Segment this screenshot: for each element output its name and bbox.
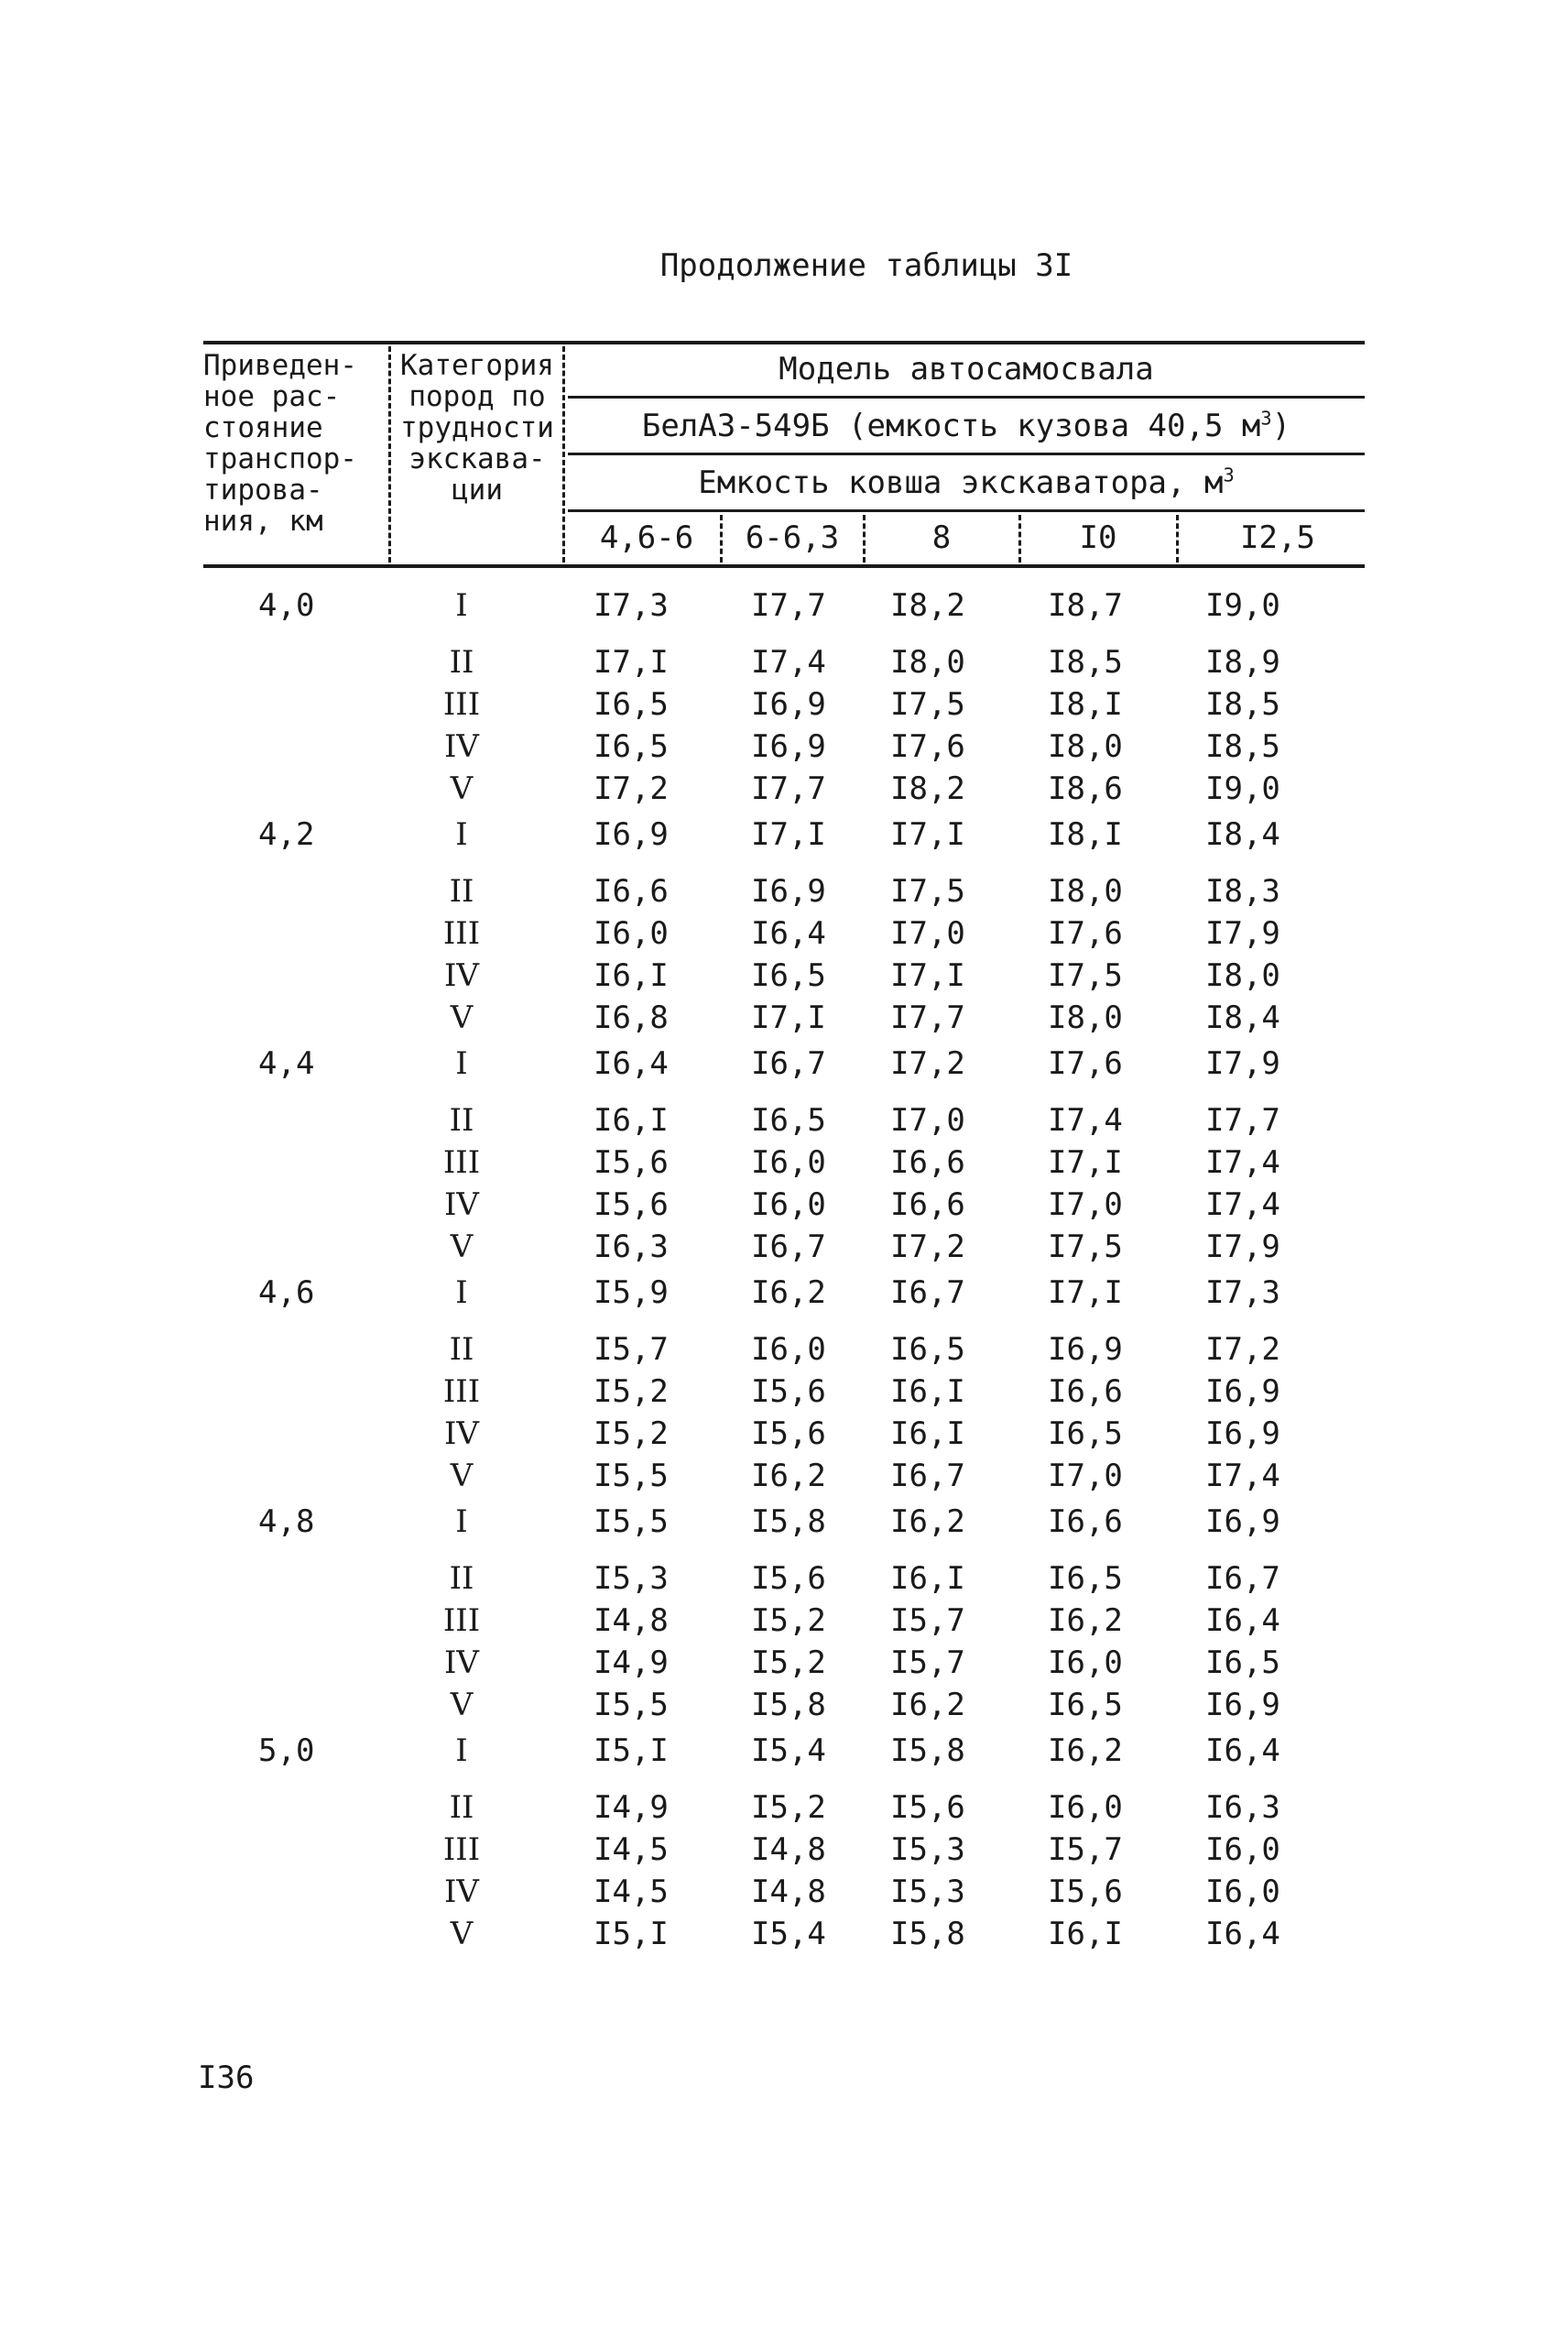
table-cell: I6,0 bbox=[1048, 1644, 1123, 1681]
table-cell: I5,8 bbox=[751, 1687, 826, 1723]
table-cell: I8,I bbox=[1048, 686, 1123, 723]
category-value: I bbox=[455, 1045, 468, 1082]
table-cell: I6,2 bbox=[890, 1687, 965, 1723]
table-cell: I5,7 bbox=[890, 1644, 965, 1681]
table-cell: I8,5 bbox=[1205, 686, 1280, 723]
table-cell: I5,6 bbox=[593, 1186, 669, 1223]
col-sep-3 bbox=[720, 515, 723, 563]
table-cell: I6,9 bbox=[1205, 1687, 1280, 1723]
table-cell: I6,6 bbox=[593, 873, 669, 910]
table-cell: I8,0 bbox=[1048, 1000, 1123, 1036]
table-cell: I8,2 bbox=[890, 770, 965, 807]
table-cell: I8,0 bbox=[1205, 957, 1280, 994]
table-cell: I6,9 bbox=[751, 686, 826, 723]
category-value: IV bbox=[444, 1186, 479, 1223]
table-cell: I7,I bbox=[890, 816, 965, 853]
table-cell: I6,5 bbox=[890, 1331, 965, 1368]
category-value: I bbox=[455, 1503, 468, 1540]
table-cell: I5,8 bbox=[890, 1732, 965, 1769]
truck-rule bbox=[568, 453, 1365, 455]
table-cell: I7,I bbox=[593, 644, 669, 681]
table-cell: I7,4 bbox=[1205, 1186, 1280, 1223]
table-cell: I7,7 bbox=[890, 1000, 965, 1036]
table-cell: I6,I bbox=[890, 1415, 965, 1452]
category-value: V bbox=[450, 1458, 474, 1494]
category-value: IV bbox=[444, 957, 479, 994]
table-cell: I6,9 bbox=[1205, 1415, 1280, 1452]
truck-header-sup: 3 bbox=[1260, 407, 1272, 430]
category-value: III bbox=[442, 686, 481, 723]
table-top-rule bbox=[203, 341, 1365, 344]
category-value: I bbox=[455, 587, 468, 624]
category-value: III bbox=[442, 1373, 481, 1410]
table-cell: I8,0 bbox=[1048, 728, 1123, 765]
table-cell: I8,2 bbox=[890, 587, 965, 624]
category-value: III bbox=[442, 1144, 481, 1181]
table-cell: I7,0 bbox=[890, 915, 965, 952]
category-value: II bbox=[449, 1102, 474, 1139]
table-cell: I7,9 bbox=[1205, 1045, 1280, 1082]
table-cell: I5,3 bbox=[593, 1560, 669, 1597]
table-cell: I8,9 bbox=[1205, 644, 1280, 681]
table-cell: I6,5 bbox=[1048, 1687, 1123, 1723]
table-cell: I6,I bbox=[1048, 1916, 1123, 1952]
table-cell: I7,4 bbox=[751, 644, 826, 681]
table-cell: I6,I bbox=[593, 957, 669, 994]
table-cell: I6,0 bbox=[593, 915, 669, 952]
table-cell: I6,3 bbox=[593, 1229, 669, 1265]
table-cell: I6,5 bbox=[1048, 1415, 1123, 1452]
table-cell: I4,5 bbox=[593, 1874, 669, 1910]
table-cell: I6,9 bbox=[593, 816, 669, 853]
category-value: II bbox=[449, 1331, 474, 1368]
table-cell: I5,6 bbox=[593, 1144, 669, 1181]
table-cell: I7,6 bbox=[890, 728, 965, 765]
table-cell: I6,4 bbox=[1205, 1916, 1280, 1952]
category-value: II bbox=[449, 644, 474, 681]
category-value: III bbox=[442, 1602, 481, 1639]
table-cell: I6,2 bbox=[751, 1458, 826, 1494]
table-cell: I7,2 bbox=[1205, 1331, 1280, 1368]
category-value: II bbox=[449, 873, 474, 910]
model-header: Модель автосамосвала bbox=[779, 351, 1154, 388]
table-cell: I6,5 bbox=[751, 957, 826, 994]
table-cell: I4,8 bbox=[751, 1831, 826, 1868]
category-value: II bbox=[449, 1789, 474, 1826]
table-cell: I5,6 bbox=[751, 1373, 826, 1410]
table-cell: I4,9 bbox=[593, 1644, 669, 1681]
table-cell: I6,5 bbox=[593, 728, 669, 765]
table-cell: I6,9 bbox=[751, 728, 826, 765]
table-cell: I8,6 bbox=[1048, 770, 1123, 807]
col-sep-6 bbox=[1176, 515, 1179, 563]
table-cell: I7,5 bbox=[1048, 957, 1123, 994]
table-cell: I7,4 bbox=[1205, 1144, 1280, 1181]
category-header-line: экскава- bbox=[408, 442, 546, 475]
table-cell: I8,4 bbox=[1205, 1000, 1280, 1036]
table-cell: I5,7 bbox=[1048, 1831, 1123, 1868]
table-cell: I5,2 bbox=[751, 1602, 826, 1639]
bucket-rule bbox=[568, 509, 1365, 512]
table-cell: I5,I bbox=[593, 1732, 669, 1769]
table-cell: I5,3 bbox=[890, 1831, 965, 1868]
table-cell: I7,I bbox=[751, 816, 826, 853]
table-cell: I5,8 bbox=[890, 1916, 965, 1952]
table-cell: I6,0 bbox=[751, 1186, 826, 1223]
table-cell: I6,3 bbox=[1205, 1789, 1280, 1826]
table-cell: I5,4 bbox=[751, 1916, 826, 1952]
table-cell: I6,9 bbox=[1205, 1373, 1280, 1410]
table-cell: I6,5 bbox=[751, 1102, 826, 1139]
table-cell: I6,9 bbox=[751, 873, 826, 910]
bucket-col-header: I0 bbox=[1079, 519, 1117, 556]
table-cell: I6,2 bbox=[1048, 1602, 1123, 1639]
table-cell: I5,3 bbox=[890, 1874, 965, 1910]
bucket-col-header: I2,5 bbox=[1240, 519, 1315, 556]
table-cell: I5,6 bbox=[751, 1560, 826, 1597]
col-sep-2 bbox=[562, 346, 565, 563]
table-cell: I7,I bbox=[1048, 1144, 1123, 1181]
table-cell: I5,6 bbox=[751, 1415, 826, 1452]
table-cell: I8,7 bbox=[1048, 587, 1123, 624]
table-cell: I6,4 bbox=[1205, 1602, 1280, 1639]
distance-value: 4,0 bbox=[258, 587, 315, 624]
table-cell: I6,4 bbox=[1205, 1732, 1280, 1769]
table-cell: I4,5 bbox=[593, 1831, 669, 1868]
distance-value: 4,8 bbox=[258, 1503, 315, 1540]
table-cell: I8,0 bbox=[1048, 873, 1123, 910]
table-cell: I6,5 bbox=[1048, 1560, 1123, 1597]
table-cell: I6,I bbox=[890, 1560, 965, 1597]
category-header-line: пород по bbox=[408, 380, 546, 413]
table-cell: I5,8 bbox=[751, 1503, 826, 1540]
table-cell: I6,2 bbox=[1048, 1732, 1123, 1769]
table-cell: I7,9 bbox=[1205, 915, 1280, 952]
table-cell: I7,2 bbox=[890, 1045, 965, 1082]
table-cell: I6,7 bbox=[890, 1274, 965, 1311]
table-cell: I6,7 bbox=[751, 1045, 826, 1082]
table-cell: I7,0 bbox=[1048, 1186, 1123, 1223]
page-number: I36 bbox=[198, 2059, 255, 2096]
table-cell: I7,5 bbox=[890, 873, 965, 910]
category-header-line: трудности bbox=[400, 411, 554, 444]
table-cell: I5,7 bbox=[593, 1331, 669, 1368]
table-cell: I4,9 bbox=[593, 1789, 669, 1826]
category-value: V bbox=[450, 770, 474, 807]
table-cell: I5,9 bbox=[593, 1274, 669, 1311]
table-cell: I6,5 bbox=[593, 686, 669, 723]
table-cell: I7,I bbox=[890, 957, 965, 994]
table-cell: I7,4 bbox=[1048, 1102, 1123, 1139]
table-cell: I5,I bbox=[593, 1916, 669, 1952]
table-cell: I6,4 bbox=[751, 915, 826, 952]
table-cell: I7,6 bbox=[1048, 915, 1123, 952]
bucket-col-header: 6-6,3 bbox=[745, 519, 840, 556]
table-cell: I7,2 bbox=[890, 1229, 965, 1265]
table-cell: I9,0 bbox=[1205, 770, 1280, 807]
table-cell: I7,7 bbox=[1205, 1102, 1280, 1139]
category-value: III bbox=[442, 915, 481, 952]
table-cell: I5,2 bbox=[593, 1373, 669, 1410]
category-value: V bbox=[450, 1916, 474, 1952]
table-cell: I5,2 bbox=[751, 1789, 826, 1826]
category-value: I bbox=[455, 1732, 468, 1769]
bucket-col-header: 4,6-6 bbox=[599, 519, 694, 556]
table-cell: I7,9 bbox=[1205, 1229, 1280, 1265]
category-value: I bbox=[455, 1274, 468, 1311]
table-cell: I6,0 bbox=[751, 1331, 826, 1368]
table-cell: I5,6 bbox=[890, 1789, 965, 1826]
table-cell: I6,6 bbox=[890, 1144, 965, 1181]
distance-header-line: тирова- bbox=[203, 474, 323, 507]
table-cell: I5,5 bbox=[593, 1687, 669, 1723]
category-value: IV bbox=[444, 1644, 479, 1681]
col-sep-5 bbox=[1018, 515, 1021, 563]
category-value: III bbox=[442, 1831, 481, 1868]
table-cell: I4,8 bbox=[751, 1874, 826, 1910]
category-header-line: ции bbox=[452, 474, 503, 507]
table-cell: I8,4 bbox=[1205, 816, 1280, 853]
table-cell: I7,6 bbox=[1048, 1045, 1123, 1082]
table-cell: I7,2 bbox=[593, 770, 669, 807]
category-value: V bbox=[450, 1229, 474, 1265]
table-cell: I7,3 bbox=[593, 587, 669, 624]
table-cell: I6,9 bbox=[1205, 1503, 1280, 1540]
table-cell: I6,6 bbox=[1048, 1503, 1123, 1540]
table-cell: I9,0 bbox=[1205, 587, 1280, 624]
table-cell: I6,4 bbox=[593, 1045, 669, 1082]
table-cell: I5,7 bbox=[890, 1602, 965, 1639]
table-cell: I8,5 bbox=[1048, 644, 1123, 681]
table-cell: I7,0 bbox=[1048, 1458, 1123, 1494]
table-cell: I7,4 bbox=[1205, 1458, 1280, 1494]
table-cell: I8,0 bbox=[890, 644, 965, 681]
table-cell: I8,3 bbox=[1205, 873, 1280, 910]
category-value: IV bbox=[444, 728, 479, 765]
table-cell: I7,7 bbox=[751, 587, 826, 624]
table-cell: I6,6 bbox=[1048, 1373, 1123, 1410]
table-cell: I7,I bbox=[1048, 1274, 1123, 1311]
bucket-header-text: Емкость ковша экскаватора, м bbox=[698, 464, 1224, 501]
table-cell: I8,5 bbox=[1205, 728, 1280, 765]
table-cell: I5,5 bbox=[593, 1458, 669, 1494]
table-cell: I5,6 bbox=[1048, 1874, 1123, 1910]
table-cell: I7,5 bbox=[890, 686, 965, 723]
category-value: II bbox=[449, 1560, 474, 1597]
category-value: IV bbox=[444, 1415, 479, 1452]
table-cell: I7,7 bbox=[751, 770, 826, 807]
table-cell: I6,0 bbox=[1205, 1874, 1280, 1910]
distance-header-line: Приведен- bbox=[203, 349, 357, 382]
table-cell: I6,9 bbox=[1048, 1331, 1123, 1368]
table-caption: Продолжение таблицы 3I bbox=[659, 247, 1073, 284]
header-bottom-rule bbox=[203, 564, 1365, 568]
col-sep-4 bbox=[863, 515, 866, 563]
table-cell: I6,0 bbox=[751, 1144, 826, 1181]
category-value: IV bbox=[444, 1874, 479, 1910]
distance-header-line: стояние bbox=[203, 411, 323, 444]
table-cell: I6,2 bbox=[890, 1503, 965, 1540]
table-cell: I7,5 bbox=[1048, 1229, 1123, 1265]
distance-header-line: ния, км bbox=[203, 505, 323, 538]
table-cell: I8,I bbox=[1048, 816, 1123, 853]
table-cell: I6,0 bbox=[1205, 1831, 1280, 1868]
category-value: V bbox=[450, 1687, 474, 1723]
table-cell: I7,0 bbox=[890, 1102, 965, 1139]
table-cell: I6,I bbox=[890, 1373, 965, 1410]
distance-value: 4,6 bbox=[258, 1274, 315, 1311]
bucket-header bbox=[568, 464, 1365, 501]
truck-header bbox=[568, 407, 1365, 444]
table-cell: I5,5 bbox=[593, 1503, 669, 1540]
truck-header-close: ) bbox=[1271, 408, 1291, 444]
table-cell: I6,6 bbox=[890, 1186, 965, 1223]
table-cell: I6,7 bbox=[890, 1458, 965, 1494]
table-cell: I5,2 bbox=[593, 1415, 669, 1452]
category-value: V bbox=[450, 1000, 474, 1036]
table-cell: I6,7 bbox=[1205, 1560, 1280, 1597]
table-cell: I6,7 bbox=[751, 1229, 826, 1265]
table-cell: I6,2 bbox=[751, 1274, 826, 1311]
table-cell: I5,2 bbox=[751, 1644, 826, 1681]
truck-header-text: БелАЗ-549Б (емкость кузова 40,5 м bbox=[641, 408, 1261, 444]
table-cell: I7,I bbox=[751, 1000, 826, 1036]
distance-value: 4,4 bbox=[258, 1045, 315, 1082]
model-rule bbox=[568, 396, 1365, 399]
distance-value: 4,2 bbox=[258, 816, 315, 853]
category-header-line: Категория bbox=[400, 349, 554, 382]
table-cell: I5,4 bbox=[751, 1732, 826, 1769]
distance-header-line: ное рас- bbox=[203, 380, 341, 413]
table-cell: I6,5 bbox=[1205, 1644, 1280, 1681]
col-sep-1 bbox=[388, 346, 391, 563]
bucket-col-header: 8 bbox=[931, 519, 952, 556]
category-value: I bbox=[455, 816, 468, 853]
bucket-header-sup: 3 bbox=[1223, 464, 1235, 486]
table-cell: I4,8 bbox=[593, 1602, 669, 1639]
table-cell: I7,3 bbox=[1205, 1274, 1280, 1311]
table-cell: I6,0 bbox=[1048, 1789, 1123, 1826]
table-cell: I6,8 bbox=[593, 1000, 669, 1036]
distance-value: 5,0 bbox=[258, 1732, 315, 1769]
table-cell: I6,I bbox=[593, 1102, 669, 1139]
distance-header-line: транспор- bbox=[203, 442, 357, 475]
